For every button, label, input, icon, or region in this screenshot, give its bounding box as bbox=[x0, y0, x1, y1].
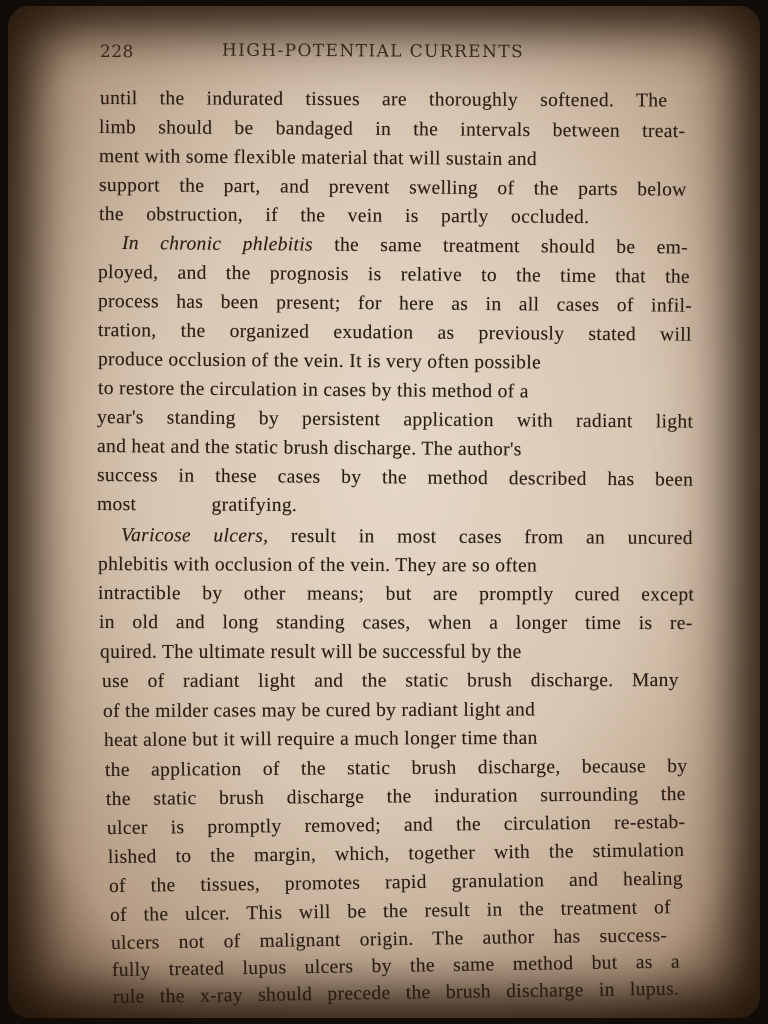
text-line bbox=[99, 612, 693, 635]
line-text: of the milder cases may be cured by radiant light and bbox=[102, 699, 536, 722]
line-text: most gratifying. bbox=[96, 494, 298, 517]
italic-lead: Varicose ulcers, bbox=[120, 525, 269, 547]
text-line bbox=[97, 494, 297, 517]
line-text: rule the x-ray should precede the brush discharge in lupus. bbox=[112, 978, 680, 1008]
line-text: to restore the circulation in cases by this method of a bbox=[97, 378, 529, 403]
line-text: ulcer is promptly removed; and the circulation re-estab- bbox=[106, 811, 686, 839]
text-line bbox=[122, 233, 688, 259]
text-line bbox=[112, 952, 680, 982]
line-text: ulcers not of malignant origin. The author has success- bbox=[110, 925, 668, 954]
text-line bbox=[98, 378, 529, 403]
text-line bbox=[110, 897, 671, 927]
line-text: year's standing by persistent application with radiant light bbox=[96, 407, 694, 433]
line-text: the static brush discharge the induration surrounding the bbox=[105, 783, 686, 810]
line-text: until the indurated tissues are thoroughly softened. The bbox=[99, 88, 668, 112]
text-line bbox=[98, 583, 694, 607]
text-line bbox=[121, 525, 693, 550]
text-line bbox=[106, 784, 686, 811]
line-text: limb should be bandaged in the intervals between treat- bbox=[98, 117, 686, 143]
line-text: and heat and the static brush discharge. The author's bbox=[96, 436, 522, 461]
body-text bbox=[8, 6, 760, 1018]
text-line bbox=[113, 979, 680, 1009]
text-line bbox=[99, 117, 686, 143]
line-text: result in most cases from an uncured bbox=[268, 525, 693, 549]
line-text: of the ulcer. This will be the result in the treatment of bbox=[109, 897, 672, 926]
line-text: use of radiant light and the static brush discharge. Many bbox=[101, 669, 679, 692]
line-text: heat alone but it will require a much longer time than bbox=[103, 727, 538, 751]
text-line bbox=[100, 642, 522, 664]
text-line bbox=[107, 812, 686, 840]
text-line bbox=[97, 436, 522, 461]
text-line bbox=[98, 291, 692, 318]
text-line bbox=[111, 925, 668, 955]
line-text: tration, the organized exudation as previously stated will bbox=[97, 320, 692, 346]
line-text: the obstruction, if the vein is partly occluded. bbox=[98, 204, 590, 228]
text-line bbox=[103, 699, 535, 723]
book-page bbox=[8, 6, 760, 1018]
text-line bbox=[98, 349, 541, 374]
line-text: phlebitis with occlusion of the vein. They are so often bbox=[97, 554, 538, 577]
text-line bbox=[99, 146, 537, 171]
line-text: intractible by other means; but are promptly cured except bbox=[97, 583, 695, 606]
line-text: process has been present; for here as in all cases of infil- bbox=[97, 291, 693, 317]
line-text: lished to the margin, which, together with the stimulation bbox=[107, 839, 685, 868]
text-line bbox=[108, 840, 685, 869]
text-line bbox=[109, 868, 683, 898]
text-line bbox=[100, 88, 667, 112]
line-text: quired. The ultimate result will be successful by the bbox=[100, 642, 522, 663]
running-head: HIGH-POTENTIAL CURRENTS bbox=[221, 40, 525, 63]
text-line bbox=[98, 320, 692, 347]
line-text: ployed, and the prognosis is relative to the time that the bbox=[97, 262, 691, 288]
line-text: ment with some flexible material that will sustain and bbox=[98, 146, 538, 171]
text-line bbox=[99, 204, 590, 229]
line-text: produce occlusion of the vein. It is very often possible bbox=[97, 349, 542, 374]
line-text: support the part, and prevent swelling of the parts below bbox=[98, 175, 687, 201]
text-line bbox=[97, 407, 693, 434]
line-text: in old and long standing cases, when a longer time is re- bbox=[98, 612, 693, 635]
text-line bbox=[98, 554, 537, 578]
line-text: the same treatment should be em- bbox=[312, 234, 689, 259]
text-line bbox=[104, 728, 538, 752]
text-line bbox=[105, 756, 688, 782]
line-text: of the tissues, promotes rapid granulation and healing bbox=[108, 868, 684, 897]
page-number: 228 bbox=[99, 42, 134, 63]
line-text: fully treated lupus ulcers by the same method but as a bbox=[111, 951, 681, 981]
line-text: success in these cases by the method described has been bbox=[96, 465, 694, 491]
text-line bbox=[97, 465, 693, 492]
line-text: the application of the static brush discharge, because by bbox=[104, 755, 688, 781]
text-line bbox=[102, 670, 679, 693]
text-line bbox=[98, 262, 690, 289]
text-line bbox=[99, 175, 687, 202]
italic-lead: In chronic phlebitis bbox=[121, 233, 314, 256]
